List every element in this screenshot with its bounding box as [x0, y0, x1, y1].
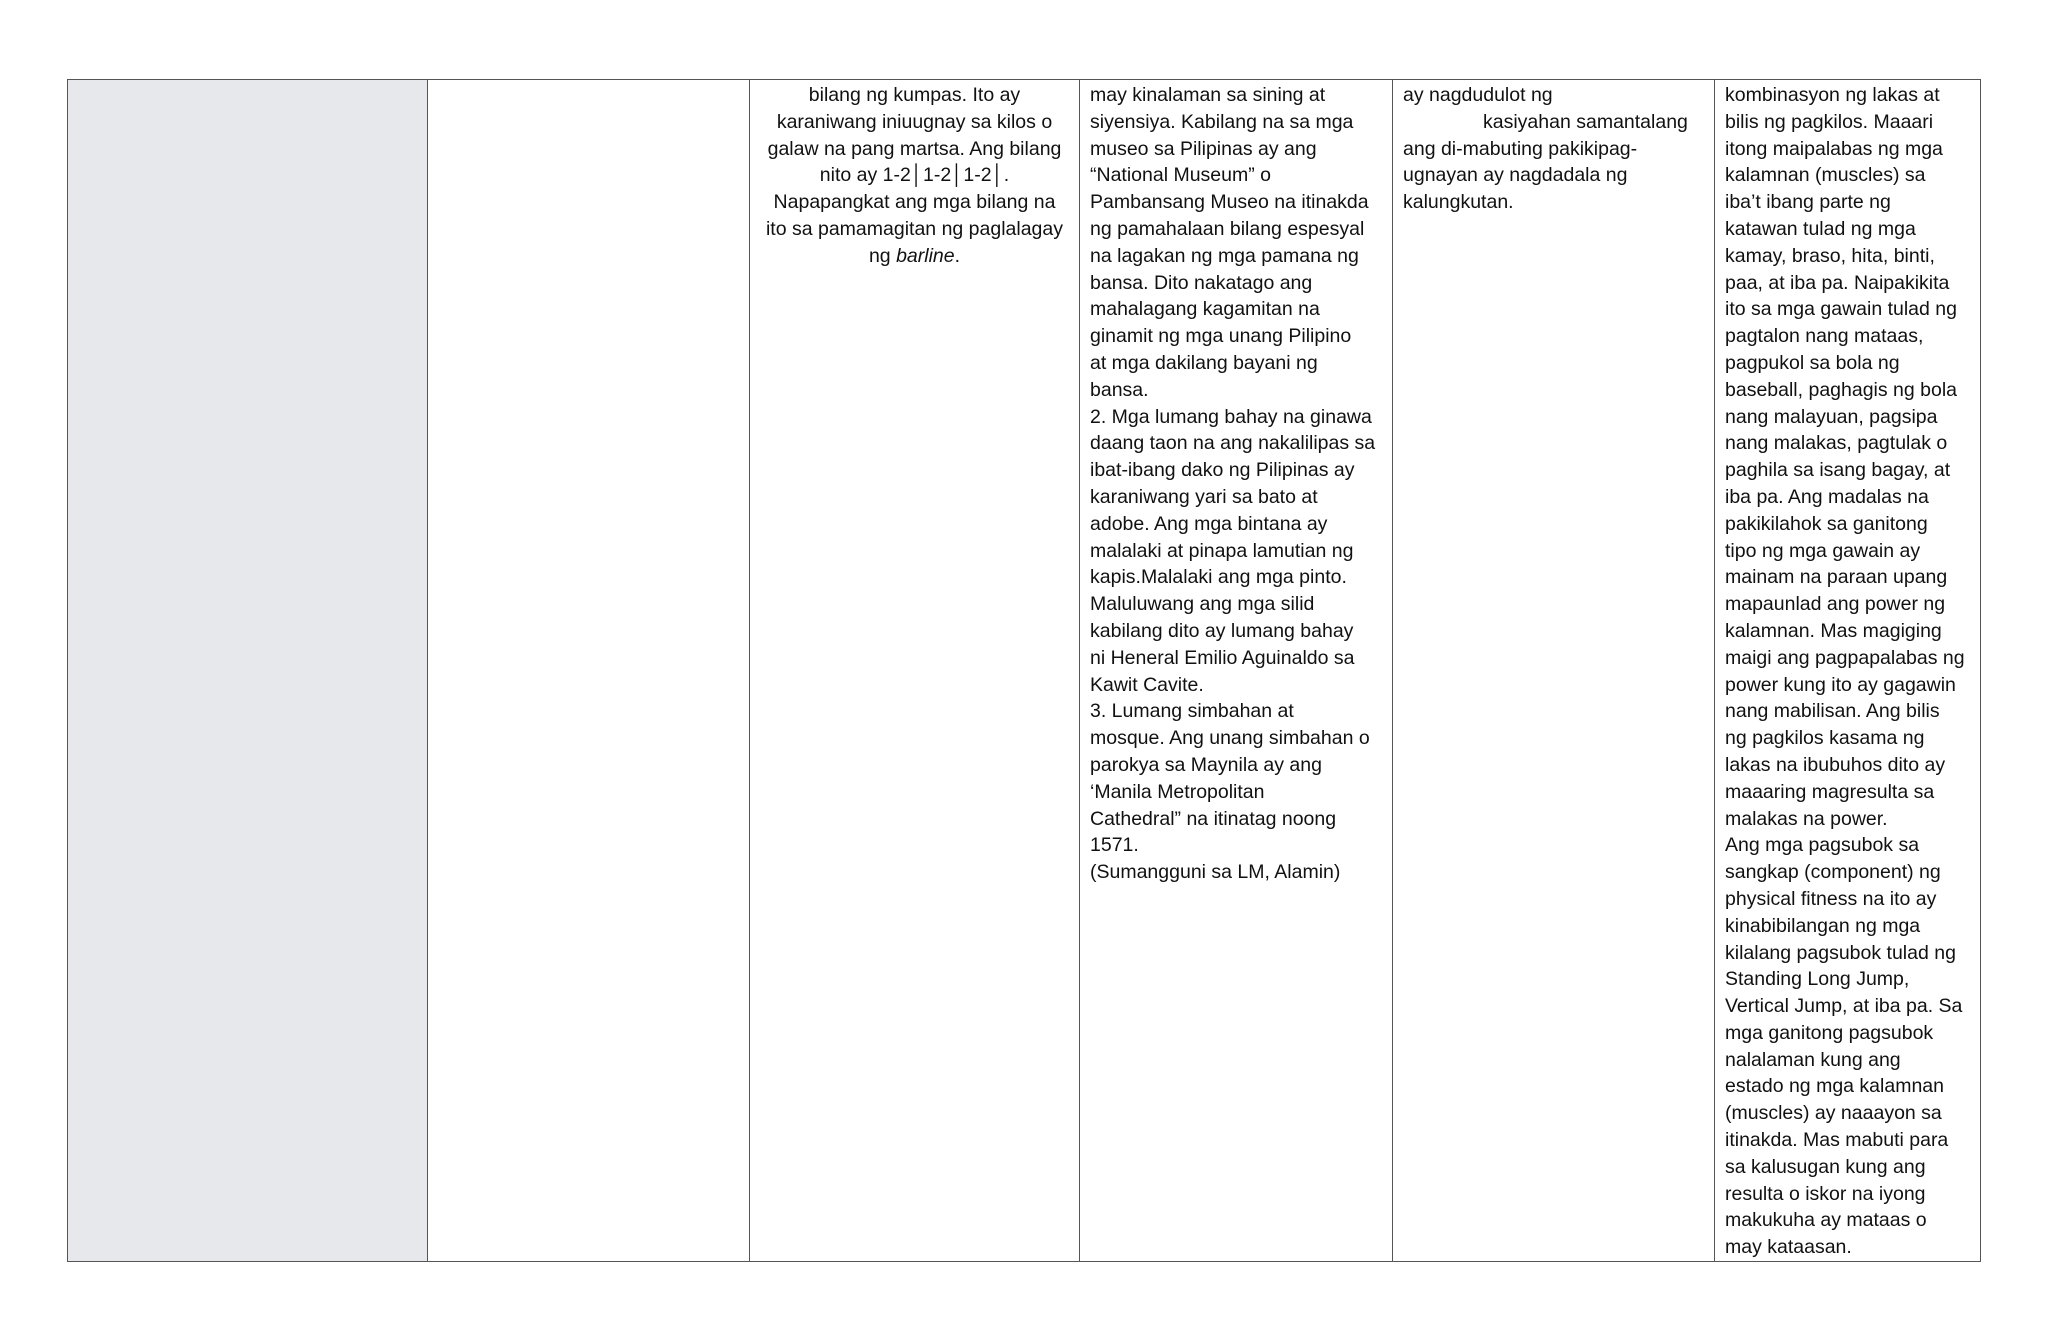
text-line: Standing Long Jump,	[1725, 968, 1910, 991]
text-line: ‘Manila Metropolitan	[1090, 780, 1265, 803]
text-line: bilis ng pagkilos. Maaari	[1725, 110, 1934, 133]
text-line: kalamnan. Mas magiging	[1725, 619, 1942, 642]
text-line: nalalaman kung ang	[1725, 1048, 1901, 1071]
text-line: pakikilahok sa ganitong	[1725, 512, 1928, 535]
text-line: nang malakas, pagtulak o	[1725, 432, 1948, 455]
text-line: nang mabilisan. Ang bilis	[1725, 700, 1940, 723]
text-line: kamay, braso, hita, binti,	[1725, 244, 1935, 267]
text-line: Maluluwang ang mga silid	[1090, 593, 1315, 616]
italic-term: barline	[896, 244, 955, 267]
text-line: “National Museum” o	[1090, 164, 1271, 187]
text-line: ugnayan ay nagdadala ng	[1403, 164, 1628, 187]
text-line: (Sumangguni sa LM, Alamin)	[1090, 861, 1341, 884]
text-line: tipo ng mga gawain ay	[1725, 539, 1921, 562]
text-line: bansa. Dito nakatago ang	[1090, 271, 1313, 294]
text-line: kabilang dito ay lumang bahay	[1090, 619, 1354, 642]
text-line: paghila sa isang bagay, at	[1725, 459, 1951, 482]
text-line: itong maipalabas ng mga	[1725, 137, 1943, 160]
text-line: daang taon na ang nakalilipas sa	[1090, 432, 1376, 455]
text-line: maaaring magresulta sa	[1725, 780, 1935, 803]
text-line: kalamnan (muscles) sa	[1725, 164, 1926, 187]
text-line: adobe. Ang mga bintana ay	[1090, 512, 1328, 535]
text-line: Cathedral” na itinatag noong	[1090, 807, 1337, 830]
text-line: mapaunlad ang power ng	[1725, 593, 1946, 616]
text-line: iba pa. Ang madalas na	[1725, 485, 1929, 508]
text-line: pagpukol sa bola ng	[1725, 351, 1900, 374]
text-line: malalaki at pinapa lamutian ng	[1090, 539, 1354, 562]
text-line: galaw na pang martsa. Ang bilang	[767, 137, 1062, 160]
text-line: ginamit ng mga unang Pilipino	[1090, 325, 1352, 348]
text-fragment: .	[954, 244, 961, 267]
text-line: mosque. Ang unang simbahan o	[1090, 727, 1370, 750]
text-line: kasiyahan samantalang	[1483, 110, 1688, 133]
text-line: mainam na paraan upang	[1725, 566, 1948, 589]
text-line: nang malayuan, pagsipa	[1725, 405, 1938, 428]
text-line: malakas na power.	[1725, 807, 1888, 830]
text-line: parokya sa Maynila ay ang	[1090, 753, 1322, 776]
text-line: ni Heneral Emilio Aguinaldo sa	[1090, 646, 1355, 669]
text-line: 1571.	[1090, 834, 1139, 857]
text-line: maigi ang pagpapalabas ng	[1725, 646, 1965, 669]
text-line: ng pamahalaan bilang espesyal	[1090, 217, 1365, 240]
text-line: ito sa mga gawain tulad ng	[1725, 298, 1957, 321]
text-line: estado ng mga kalamnan	[1725, 1075, 1944, 1098]
text-line: pagtalon nang mataas,	[1725, 325, 1924, 348]
table-cell-col2	[428, 80, 750, 1262]
table-cell-col6	[1715, 80, 1981, 1262]
text-line: may kataasan.	[1725, 1236, 1852, 1259]
text-line: may kinalaman sa sining at	[1090, 84, 1326, 106]
text-line: sangkap (component) ng	[1725, 861, 1941, 884]
table-cell-col5	[1393, 80, 1715, 1262]
text-line: Kawit Cavite.	[1090, 673, 1204, 696]
text-line	[760, 243, 1069, 270]
text-line: (muscles) ay naaayon sa	[1725, 1102, 1942, 1125]
text-line: na lagakan ng mga pamana ng	[1090, 244, 1359, 267]
text-line: 3. Lumang simbahan at	[1090, 700, 1294, 723]
text-line: 2. Mga lumang bahay na ginawa	[1090, 405, 1372, 428]
text-line: mga ganitong pagsubok	[1725, 1021, 1934, 1044]
text-line: ang di-mabuting pakikipag-	[1403, 137, 1638, 160]
table-row	[68, 80, 1981, 1262]
text-line: at mga dakilang bayani ng	[1090, 351, 1318, 374]
text-line: makukuha ay mataas o	[1725, 1209, 1927, 1232]
text-line: karaniwang yari sa bato at	[1090, 485, 1318, 508]
text-line: ibat-ibang dako ng Pilipinas ay	[1090, 459, 1355, 482]
table-cell-col1	[68, 80, 428, 1262]
text-line: nito ay 1-2│1-2│1-2│.	[819, 164, 1010, 187]
text-line: kapis.Malalaki ang mga pinto.	[1090, 566, 1347, 589]
text-fragment: ng	[868, 244, 897, 267]
text-line: bilang ng kumpas. Ito ay	[808, 84, 1021, 106]
table-cell-col3	[750, 80, 1080, 1262]
text-line: ng pagkilos kasama ng	[1725, 727, 1925, 750]
text-line: baseball, paghagis ng bola	[1725, 378, 1958, 401]
text-line: museo sa Pilipinas ay ang	[1090, 137, 1317, 160]
text-line: lakas na ibubuhos dito ay	[1725, 753, 1946, 776]
text-line: katawan tulad ng mga	[1725, 217, 1916, 240]
text-line: paa, at iba pa. Naipakikita	[1725, 271, 1950, 294]
text-line: mahalagang kagamitan na	[1090, 298, 1320, 321]
text-line: power kung ito ay gagawin	[1725, 673, 1956, 696]
text-line: Pambansang Museo na itinakda	[1090, 191, 1369, 214]
text-line: itinakda. Mas mabuti para	[1725, 1129, 1949, 1152]
text-line: karaniwang iniuugnay sa kilos o	[776, 110, 1053, 133]
text-line: kalungkutan.	[1403, 191, 1514, 214]
text-line: iba’t ibang parte ng	[1725, 191, 1891, 214]
text-line: ay nagdudulot ng	[1403, 84, 1553, 106]
text-line: kilalang pagsubok tulad ng	[1725, 941, 1956, 964]
text-line: kinabibilangan ng mga	[1725, 914, 1921, 937]
text-line: Napapangkat ang mga bilang na	[773, 191, 1056, 214]
text-line: resulta o iskor na iyong	[1725, 1182, 1926, 1205]
table-cell-col4	[1080, 80, 1393, 1262]
lesson-table	[67, 79, 1981, 1262]
text-line: bansa.	[1090, 378, 1149, 401]
text-line: ito sa pamamagitan ng paglalagay	[765, 217, 1064, 240]
text-line: Vertical Jump, at iba pa. Sa	[1725, 995, 1963, 1018]
text-line: Ang mga pagsubok sa	[1725, 834, 1920, 857]
text-line: siyensiya. Kabilang na sa mga	[1090, 110, 1354, 133]
text-line: sa kalusugan kung ang	[1725, 1155, 1926, 1178]
text-line: physical fitness na ito ay	[1725, 887, 1937, 910]
text-line: kombinasyon ng lakas at	[1725, 84, 1940, 106]
